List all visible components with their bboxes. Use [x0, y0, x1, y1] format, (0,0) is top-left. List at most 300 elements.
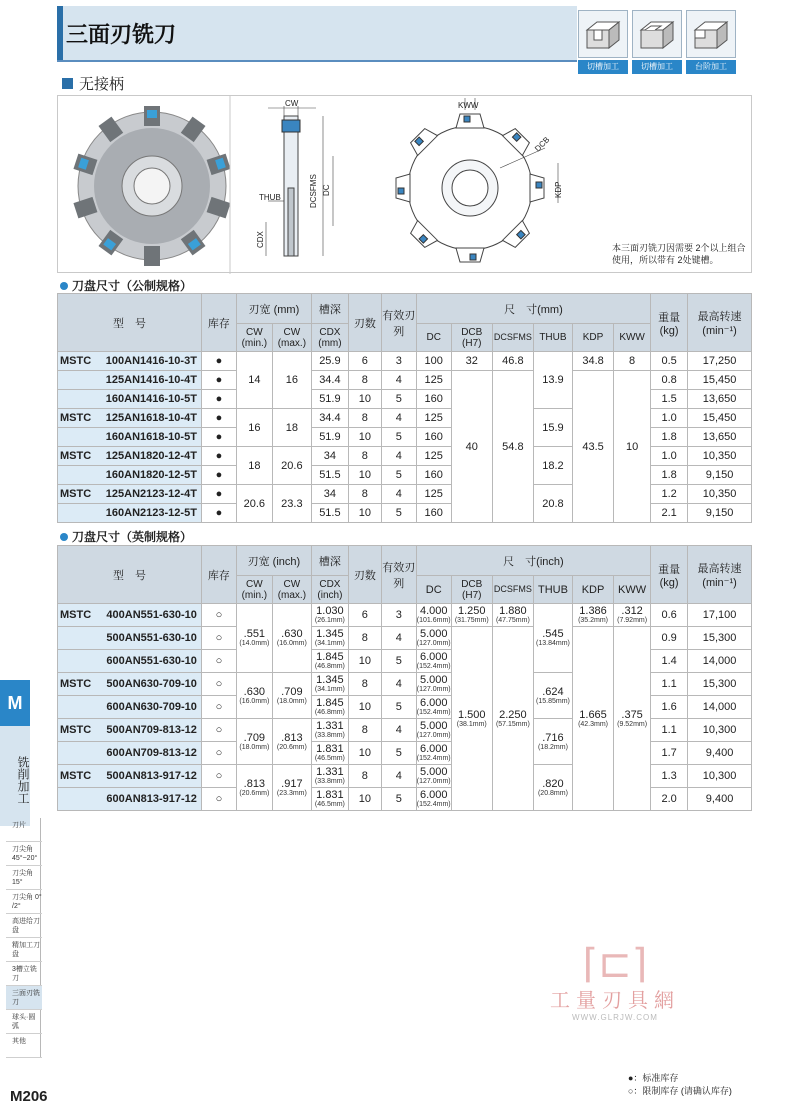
th-thub: THUB [533, 576, 572, 604]
label-kdp: KDP [554, 181, 563, 198]
speed-cell: 9,400 [688, 788, 752, 811]
side-nav-item[interactable]: 3槽立铣刀 [6, 962, 42, 986]
cdx-cell [311, 673, 348, 696]
th-cdx-sub: (inch) [317, 589, 343, 601]
model-prefix: MSTC [60, 355, 92, 367]
th-speed [688, 294, 752, 352]
operation-icons [578, 10, 736, 74]
speed-cell: 15,300 [688, 627, 752, 650]
teeth-cell: 8 [348, 447, 381, 466]
model-code: 600AN630-709-10 [106, 701, 197, 713]
dc-cell: 125 [416, 447, 451, 466]
kww-mm: (9.52mm) [617, 720, 648, 728]
cdx-mm: (33.8mm) [314, 778, 345, 785]
thub-value: .624 [542, 685, 564, 698]
teeth-cell: 8 [348, 409, 381, 428]
model-code: 125AN1618-10-4T [105, 412, 197, 424]
inch-section-title: 刀盘尺寸（英制规格） [72, 530, 193, 544]
cwmin-value: .813 [243, 777, 266, 790]
side-nav-item[interactable]: 刀片 [6, 818, 42, 842]
kww-cell: 10 [614, 371, 651, 523]
eff-cell: 5 [381, 466, 416, 485]
cdx-cell [311, 604, 348, 627]
thub-value: .716 [542, 731, 564, 744]
dcsfms-mm: (57.15mm) [495, 720, 530, 728]
stock-cell: ○ [201, 673, 236, 696]
model-cell [58, 428, 202, 447]
kdp-value: 1.386 [579, 605, 607, 617]
side-nav-item[interactable]: 刀尖角 0° /2° [6, 890, 42, 914]
model-cell [58, 788, 202, 811]
dcsfms-cell [492, 604, 533, 627]
th-stock: 库存 [201, 546, 236, 604]
side-nav-item[interactable]: 球头·圆弧 [6, 1010, 42, 1034]
cwmax-value: .709 [281, 685, 303, 698]
label-kww: KWW [458, 101, 479, 110]
th-groove: 槽深 [311, 294, 348, 324]
eff-cell: 4 [381, 371, 416, 390]
kww-cell: 8 [614, 352, 651, 371]
th-speed [688, 546, 752, 604]
op-label: 台阶加工 [686, 60, 736, 74]
dc-cell: 100 [416, 352, 451, 371]
dc-cell [416, 627, 451, 650]
th-cwmax [272, 324, 311, 352]
dc-cell [416, 742, 451, 765]
th-cw: 刃宽 (inch) [236, 546, 311, 576]
model-cell [58, 765, 202, 788]
thub-mm: (18.2mm) [537, 743, 568, 751]
cwmax-mm: (16.0mm) [276, 640, 307, 647]
dcb-cell [451, 627, 492, 811]
speed-cell: 15,450 [688, 371, 752, 390]
stock-cell: ○ [201, 788, 236, 811]
dc-cell: 160 [416, 466, 451, 485]
dc-cell [416, 719, 451, 742]
thub-value: .545 [542, 628, 564, 640]
th-cwmax-sub: (max.) [277, 337, 307, 349]
thub-cell: 20.8 [533, 485, 572, 523]
th-cwmin-sub: (min.) [241, 337, 268, 349]
eff-cell: 4 [381, 447, 416, 466]
cdx-cell: 51.5 [311, 466, 348, 485]
cdx-cell: 25.9 [311, 352, 348, 371]
sub-heading-text: 无接柄 [79, 75, 125, 93]
cwmax-value: .917 [281, 777, 303, 790]
dc-value: 6.000 [419, 697, 448, 709]
model-prefix: MSTC [60, 450, 92, 462]
dc-value: 4.000 [419, 605, 448, 617]
eff-cell: 5 [381, 428, 416, 447]
cdx-value: 1.331 [316, 766, 344, 778]
th-dcsfms: DCSFMS [492, 324, 533, 352]
teeth-cell: 6 [348, 604, 381, 627]
model-code: 500AN630-709-10 [106, 678, 197, 690]
stock-legend [628, 1072, 732, 1098]
cdx-cell [311, 719, 348, 742]
cdx-cell: 51.5 [311, 504, 348, 523]
cdx-cell: 51.9 [311, 428, 348, 447]
circle-bullet-icon [60, 282, 68, 290]
table-row [58, 627, 752, 650]
th-teeth: 刃数 [348, 546, 381, 604]
dc-value: 5.000 [419, 674, 448, 686]
weight-cell: 1.8 [651, 466, 688, 485]
thub-cell: 18.2 [533, 447, 572, 485]
kww-value: .375 [621, 708, 643, 721]
cdx-mm: (46.5mm) [314, 801, 345, 808]
cwmax-cell [272, 673, 311, 719]
weight-cell: 1.0 [651, 447, 688, 466]
side-nav-item[interactable]: 高进给刀盘 [6, 914, 42, 938]
dc-cell [416, 765, 451, 788]
model-code: 160AN1820-12-5T [105, 469, 197, 481]
metric-section-title: 刀盘尺寸（公制规格） [72, 279, 193, 293]
cwmax-cell [272, 719, 311, 765]
dcsfms-value: 1.880 [499, 605, 527, 617]
dcsfms-cell: 46.8 [492, 352, 533, 371]
cdx-value: 1.331 [316, 720, 344, 732]
dc-value: 5.000 [419, 628, 448, 640]
speed-cell: 10,350 [688, 485, 752, 504]
model-cell [58, 485, 202, 504]
stock-cell: ○ [201, 742, 236, 765]
weight-cell: 1.4 [651, 650, 688, 673]
watermark [540, 944, 690, 1022]
cdx-value: 1.345 [316, 674, 344, 686]
stock-cell: ● [201, 485, 236, 504]
th-cdx [311, 324, 348, 352]
cdx-mm: (46.8mm) [314, 709, 345, 716]
chapter-title: 铣削加工 [0, 726, 30, 826]
cdx-value: 1.845 [316, 651, 344, 663]
speed-cell: 13,650 [688, 428, 752, 447]
side-nav-item[interactable]: 刀尖角 15° [6, 866, 42, 890]
cwmin-cell: 16 [236, 409, 272, 447]
dc-mm: (127.0mm) [416, 732, 451, 739]
teeth-cell: 8 [348, 485, 381, 504]
teeth-cell: 10 [348, 696, 381, 719]
model-code: 500AN813-917-12 [106, 770, 197, 782]
dc-value: 6.000 [419, 651, 448, 663]
stock-cell: ○ [201, 696, 236, 719]
title-underline [57, 60, 577, 62]
model-cell [58, 673, 202, 696]
th-dc: DC [416, 576, 451, 604]
weight-cell: 0.5 [651, 352, 688, 371]
cwmin-cell [236, 604, 272, 673]
model-cell [58, 352, 202, 371]
th-cwmin-label: CW [246, 578, 263, 590]
speed-cell: 15,300 [688, 673, 752, 696]
dc-mm: (127.0mm) [416, 640, 451, 647]
cutter-photo [73, 106, 230, 266]
eff-cell: 4 [381, 409, 416, 428]
slotting-icon [578, 10, 628, 58]
th-model: 型 号 [58, 294, 202, 352]
th-cw: 刃宽 (mm) [236, 294, 311, 324]
th-kww: KWW [614, 324, 651, 352]
model-code: 600AN813-917-12 [106, 793, 197, 805]
thub-value: .820 [542, 777, 564, 790]
inch-section-heading [60, 528, 192, 545]
dc-mm: (127.0mm) [416, 778, 451, 785]
dc-cell: 160 [416, 390, 451, 409]
eff-cell: 5 [381, 390, 416, 409]
kww-mm: (7.92mm) [617, 617, 648, 624]
speed-cell: 14,000 [688, 650, 752, 673]
th-cwmax [272, 576, 311, 604]
dc-mm: (127.0mm) [416, 686, 451, 693]
th-speed-unit: (min⁻¹) [702, 577, 737, 589]
th-dcb-sub: (H7) [462, 337, 482, 349]
model-cell [58, 604, 202, 627]
side-nav-item[interactable]: 刀尖角 45°~20° [6, 842, 42, 866]
th-cwmin [236, 576, 272, 604]
cwmin-cell [236, 719, 272, 765]
kdp-mm: (35.2mm) [578, 617, 609, 624]
cwmin-mm: (20.6mm) [239, 789, 270, 797]
cdx-value: 1.831 [316, 789, 344, 801]
cdx-mm: (33.8mm) [314, 732, 345, 739]
speed-cell: 17,250 [688, 352, 752, 371]
dc-cell [416, 604, 451, 627]
weight-cell: 1.1 [651, 673, 688, 696]
op-slotting-2 [632, 10, 682, 74]
thub-mm: (13.84mm) [536, 640, 570, 647]
cwmin-value: .630 [243, 685, 266, 698]
cdx-cell: 34 [311, 485, 348, 504]
inch-table [57, 545, 752, 811]
dc-cell: 160 [416, 504, 451, 523]
dcsfms-cell: 54.8 [492, 371, 533, 523]
kww-cell [614, 627, 651, 811]
model-cell [58, 466, 202, 485]
cdx-cell [311, 650, 348, 673]
th-speed-label: 最高转速 [697, 563, 742, 575]
dc-mm: (152.4mm) [416, 755, 451, 762]
cwmin-cell [236, 673, 272, 719]
teeth-cell: 10 [348, 742, 381, 765]
th-model: 型 号 [58, 546, 202, 604]
cwmax-mm: (18.0mm) [276, 697, 307, 705]
model-prefix: MSTC [60, 412, 92, 424]
model-prefix: MSTC [60, 488, 92, 500]
teeth-cell: 10 [348, 428, 381, 447]
kdp-cell: 43.5 [572, 371, 613, 523]
table-row [58, 371, 752, 390]
weight-cell: 1.6 [651, 696, 688, 719]
model-code: 125AN2123-12-4T [105, 488, 197, 500]
th-kdp: KDP [572, 576, 613, 604]
table-row [58, 604, 752, 627]
thub-mm: (20.8mm) [537, 789, 568, 797]
th-kdp: KDP [572, 324, 613, 352]
speed-cell: 10,300 [688, 765, 752, 788]
cdx-mm: (34.1mm) [314, 686, 345, 693]
weight-cell: 1.2 [651, 485, 688, 504]
square-bullet-icon [62, 78, 73, 89]
metric-table [57, 293, 752, 523]
th-cwmax-label: CW [283, 578, 301, 590]
eff-cell: 4 [381, 719, 416, 742]
legend-limited: ○：限制库存 (请确认库存) [628, 1086, 732, 1096]
side-chapter-tab [0, 680, 42, 826]
cwmax-mm: (20.6mm) [276, 743, 307, 751]
diagram-note: 本三面刃铣刀因需要 2个以上组合使用，所以带有 2处键槽。 [612, 243, 746, 265]
front-view [396, 98, 558, 262]
op-step [686, 10, 736, 74]
speed-cell: 9,150 [688, 466, 752, 485]
dc-mm: (152.4mm) [416, 801, 451, 808]
teeth-cell: 10 [348, 788, 381, 811]
stock-cell: ● [201, 390, 236, 409]
th-teeth: 刃数 [348, 294, 381, 352]
th-weight-unit: (kg) [659, 576, 679, 589]
eff-cell: 5 [381, 696, 416, 719]
model-code: 160AN1618-10-5T [105, 431, 197, 443]
speed-cell: 9,150 [688, 504, 752, 523]
dc-value: 6.000 [419, 743, 448, 755]
label-thub: THUB [259, 193, 281, 202]
speed-cell: 10,300 [688, 719, 752, 742]
cwmin-mm: (14.0mm) [239, 640, 270, 647]
label-cw: CW [285, 99, 299, 108]
side-nav-item[interactable]: 其他 [6, 1034, 42, 1058]
kww-cell [614, 604, 651, 627]
legend-standard: ●：标准库存 [628, 1073, 679, 1083]
op-slotting [578, 10, 628, 74]
cwmin-cell: 18 [236, 447, 272, 485]
dc-mm: (152.4mm) [416, 709, 451, 716]
teeth-cell: 8 [348, 673, 381, 696]
model-prefix: MSTC [60, 609, 92, 621]
cdx-mm: (46.8mm) [314, 663, 345, 670]
dcb-mm: (31.75mm) [454, 617, 489, 624]
thub-cell [533, 673, 572, 719]
model-cell [58, 650, 202, 673]
cwmax-cell [272, 765, 311, 811]
teeth-cell: 10 [348, 650, 381, 673]
th-cwmin [236, 324, 272, 352]
speed-cell: 13,650 [688, 390, 752, 409]
kdp-mm: (42.3mm) [578, 720, 609, 728]
cwmin-value: .551 [243, 628, 266, 640]
kdp-cell: 34.8 [572, 352, 613, 371]
teeth-cell: 10 [348, 390, 381, 409]
cdx-value: 1.345 [316, 628, 344, 640]
model-code: 500AN709-813-12 [106, 724, 197, 736]
side-nav-item[interactable]: 精加工刀盘 [6, 938, 42, 962]
weight-cell: 1.3 [651, 765, 688, 788]
model-cell [58, 371, 202, 390]
dcb-cell: 32 [451, 352, 492, 371]
model-code: 160AN1416-10-5T [105, 393, 197, 405]
kdp-value: 1.665 [579, 708, 607, 721]
stock-cell: ● [201, 409, 236, 428]
thub-mm: (15.85mm) [536, 697, 570, 705]
dcb-value: 1.500 [457, 708, 486, 721]
weight-cell: 0.9 [651, 627, 688, 650]
stock-cell: ● [201, 466, 236, 485]
thub-cell [533, 719, 572, 765]
th-eff: 有效刃列 [381, 546, 416, 604]
kww-value: .312 [621, 605, 643, 617]
dcsfms-cell [492, 627, 533, 811]
metric-header-row-1 [58, 294, 752, 324]
cdx-cell: 34.4 [311, 409, 348, 428]
model-cell [58, 447, 202, 466]
th-dims: 尺 寸(mm) [416, 294, 650, 324]
table-row [58, 352, 752, 371]
cdx-cell [311, 627, 348, 650]
cwmax-mm: (23.3mm) [276, 789, 307, 797]
th-cwmin-sub: (min.) [241, 589, 268, 601]
th-dcb [451, 324, 492, 352]
thub-cell: 15.9 [533, 409, 572, 447]
cwmin-cell: 14 [236, 352, 272, 409]
eff-cell: 5 [381, 742, 416, 765]
stock-cell: ● [201, 428, 236, 447]
stock-cell: ○ [201, 719, 236, 742]
teeth-cell: 8 [348, 765, 381, 788]
th-dcb-label: DCB [461, 326, 483, 338]
th-weight [651, 546, 688, 604]
th-eff: 有效刃列 [381, 294, 416, 352]
dcb-mm: (38.1mm) [456, 720, 487, 728]
dcb-cell: 40 [451, 371, 492, 523]
cwmax-value: .813 [281, 731, 303, 744]
stock-cell: ● [201, 352, 236, 371]
model-prefix: MSTC [60, 724, 92, 736]
dcb-value: 1.250 [457, 605, 486, 617]
stock-cell: ● [201, 504, 236, 523]
cwmax-cell: 18 [272, 409, 311, 447]
th-dcb [451, 576, 492, 604]
th-dcsfms: DCSFMS [492, 576, 533, 604]
stock-cell: ○ [201, 604, 236, 627]
th-cdx [311, 576, 348, 604]
watermark-text: 工量刃具網 [550, 990, 680, 1012]
metric-section-heading [60, 277, 192, 294]
thub-cell: 13.9 [533, 352, 572, 409]
cdx-cell [311, 742, 348, 765]
dc-cell: 160 [416, 428, 451, 447]
th-thub: THUB [533, 324, 572, 352]
cdx-value: 1.831 [316, 743, 344, 755]
weight-cell: 0.8 [651, 371, 688, 390]
label-dc: DC [322, 184, 331, 196]
inch-header-row-1 [58, 546, 752, 576]
dc-cell [416, 788, 451, 811]
th-weight [651, 294, 688, 352]
model-cell [58, 627, 202, 650]
weight-cell: 1.5 [651, 390, 688, 409]
model-cell [58, 742, 202, 765]
watermark-url: WWW.GLRJW.COM [572, 1013, 658, 1022]
watermark-logo-icon: ⌈⊏⌉ [582, 942, 648, 986]
model-code: 500AN551-630-10 [106, 632, 197, 644]
th-kww: KWW [614, 576, 651, 604]
speed-cell: 9,400 [688, 742, 752, 765]
model-prefix: MSTC [60, 770, 92, 782]
stock-cell: ○ [201, 650, 236, 673]
weight-cell: 1.8 [651, 428, 688, 447]
stock-cell: ● [201, 371, 236, 390]
model-prefix: MSTC [60, 678, 92, 690]
side-nav-item-active[interactable]: 三面刃铣刀 [6, 986, 42, 1010]
th-cdx-label: CDX [319, 578, 341, 590]
